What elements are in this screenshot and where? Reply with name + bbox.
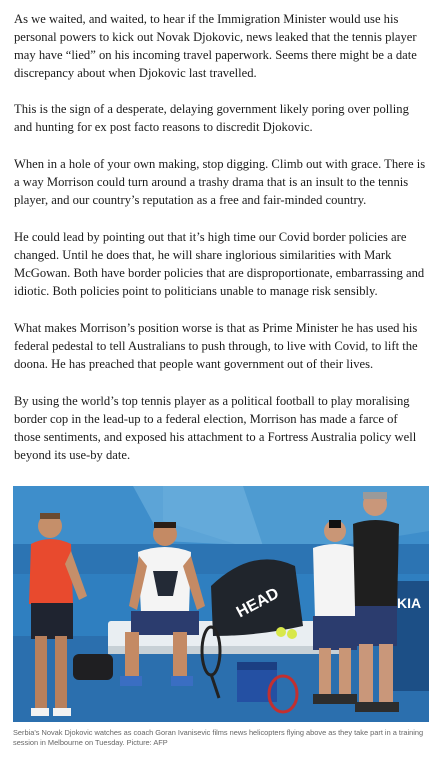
article-paragraph: As we waited, and waited, to hear if the Immigration Minister would use his personal powers to kick out Novak Djokovic, news leaked that the tennis player may have “lied” on his incoming travel paperwork. Seems there might be a date discrepancy about when Djokovic last travelled. — [14, 12, 417, 80]
article-paragraph: What makes Morrison’s position worse is that as Prime Minister he has used his federal pedestal to tell Australians to push through, to live with Covid, to lift the doona. He has preached that people want government out of their lives. — [14, 321, 418, 371]
sponsor-wall-text: KIA — [397, 595, 422, 611]
article-paragraph: When in a hole of your own making, stop digging. Climb out with grace. There is a way Morrison could turn around a trashy drama that is an insult to the tennis player, and our country’s reputation as a free and fair-minded country. — [14, 157, 426, 207]
photo-caption: Serbia's Novak Djokovic watches as coach Goran Ivanisevic films news helicopters flying above as they take part in a training session in Melbourne on Tuesday. Picture: AFP — [13, 728, 424, 747]
bag-brand-text: HEAD — [233, 584, 282, 622]
article-photo[interactable] — [13, 486, 429, 722]
article-paragraph: He could lead by pointing out that it’s high time our Covid border policies are changed. Until he does that, he will share inglorious similarities with Mark McGowan. Both have border policies that are disproportionate, embarrassing and idiotic. Both policies point to politicians unable to manage risk sensibly. — [14, 230, 425, 298]
article-paragraph: This is the sign of a desperate, delaying government likely poring over polling and hunting for ex post facto reasons to discredit Djokovic. — [14, 102, 409, 134]
article-paragraph: By using the world’s top tennis player as a political football to play moralising border cop in the lead-up to a federal election, Morrison has made a farce of those sentiments, and exposed his attachment to a Fortress Australia policy well beyond its use-by date. — [14, 394, 417, 462]
